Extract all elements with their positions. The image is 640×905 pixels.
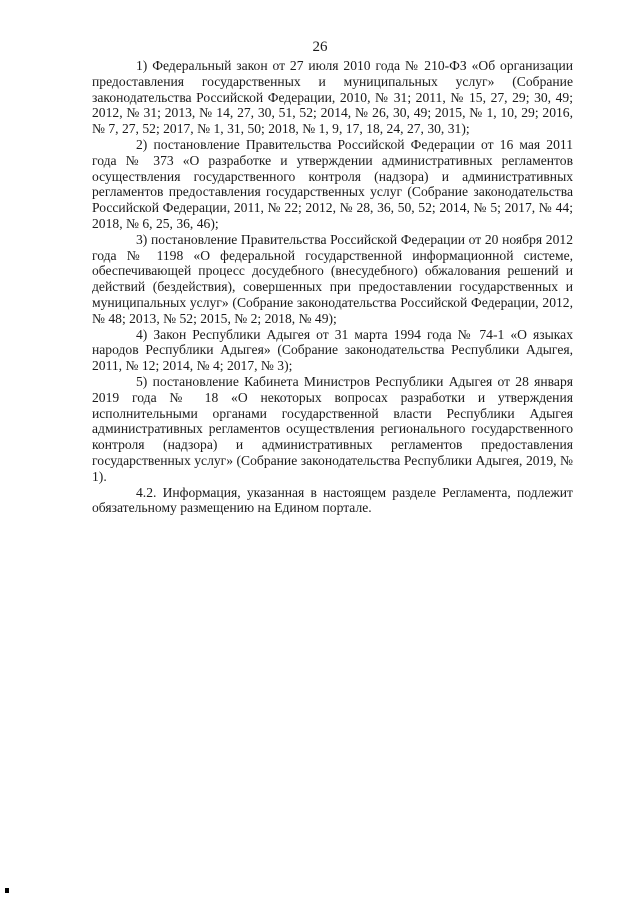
legal-act-item-3: 3) постановление Правительства Российской Федерации от 20 ноября 2012 года № 1198 «О федеральной государственной информационной системе, обеспечивающей процесс досудебного (внесудебного) обжалования решений и действий (бездействия), совершенных при предоставлении государственных и муниципальных услуг» (Собрание законодательства Российской Федерации, 2012, № 48; 2013, № 52; 2015, № 2; 2018, № 49); (92, 231, 573, 326)
legal-act-item-1: 1) Федеральный закон от 27 июля 2010 года № 210-ФЗ «Об организации предоставления государственных и муниципальных услуг» (Собрание законодательства Российской Федерации, 2010, № 31; 2011, № 15, 27, 29; 30, 49; 2012, № 31; 2013, № 14, 27, 30, 51, 52; 2014, № 26, 30, 49; 2015, № 1, 10, 29; 2016, № 7, 27, 52; 2017, № 1, 31, 50; 2018, № 1, 9, 17, 18, 24, 27, 30, 31); (92, 58, 573, 137)
document-body (92, 58, 573, 516)
legal-act-item-5: 5) постановление Кабинета Министров Республики Адыгея от 28 января 2019 года № 18 «О некоторых вопросах разработки и утверждения исполнительными органами государственной власти Республики Адыгея административных регламентов осуществления регионального государственного контроля (надзора) и административных регламентов предоставления государственных услуг» (Собрание законодательства Республики Адыгея, 2019, № 1). (92, 373, 573, 484)
section-4-2-paragraph: 4.2. Информация, указанная в настоящем разделе Регламента, подлежит обязательному размещению на Едином портале. (92, 484, 573, 516)
legal-act-item-4: 4) Закон Республики Адыгея от 31 марта 1994 года № 74-1 «О языках народов Республики Адыгея» (Собрание законодательства Республики Адыгея, 2011, № 12; 2014, № 4; 2017, № 3); (92, 326, 573, 374)
legal-act-item-2: 2) постановление Правительства Российской Федерации от 16 мая 2011 года № 373 «О разработке и утверждении административных регламентов осуществления государственного контроля (надзора) и административных регламентов предоставления государственных услуг (Собрание законодательства Российской Федерации, 2011, № 22; 2012, № 28, 36, 50, 52; 2014, № 5; 2017, № 44; 2018, № 6, 25, 36, 46); (92, 136, 573, 231)
scan-artifact-mark (5, 888, 9, 893)
page-number: 26 (312, 39, 328, 55)
